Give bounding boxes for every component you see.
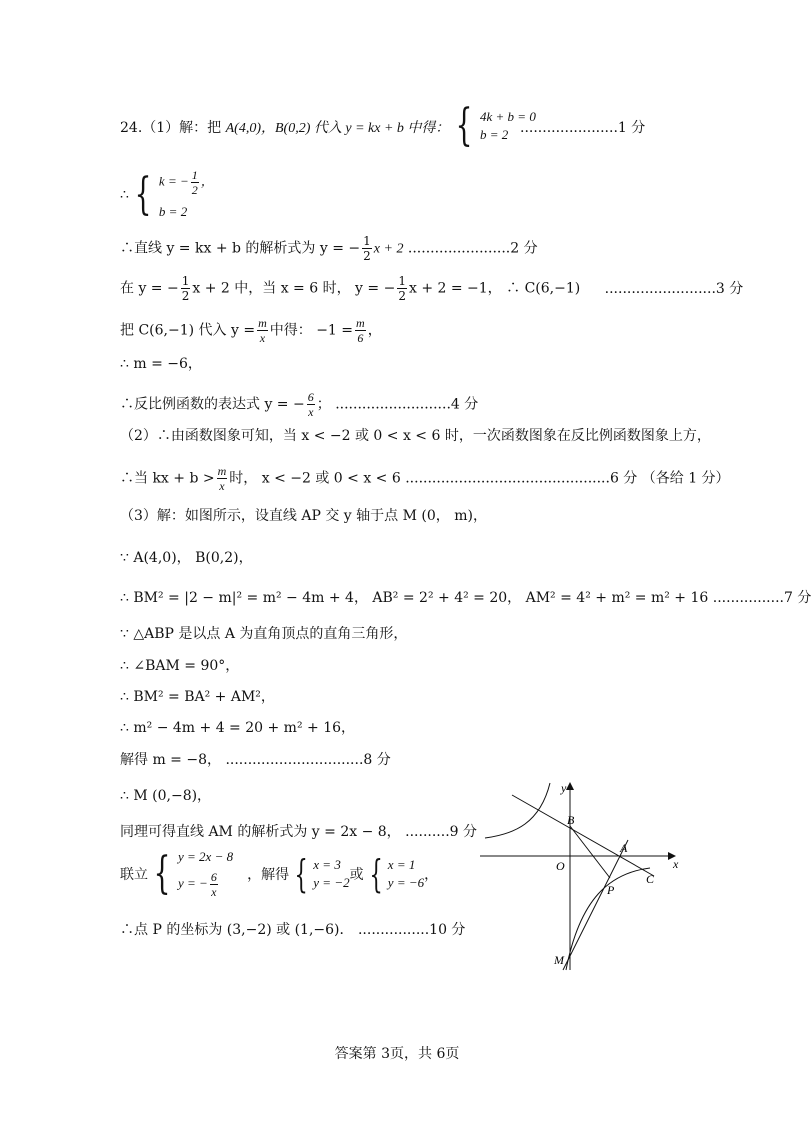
given-points-line: ∵ A(4,0)， B(0,2)， bbox=[120, 550, 253, 566]
distance-line: ∴ BM² = |2 − m|² = m² − 4m + 4， AB² = 2² + 4² = 20， AM² = 4² + m² = m² + 16 ................7 分 bbox=[120, 590, 811, 606]
brace: { bbox=[134, 168, 152, 220]
line-am-line: 同理可得直线 AM 的解析式为 y = 2x − 8， ..........9 分 bbox=[120, 824, 477, 840]
label-p: P bbox=[607, 883, 615, 897]
equation: b = 2 bbox=[480, 127, 509, 142]
label-x: x bbox=[673, 857, 679, 871]
label-y: y bbox=[561, 781, 567, 795]
answer-p-line: ∴点 P 的坐标为 (3,−2) 或 (1,−6)． ................10 分 bbox=[120, 922, 466, 938]
m-value-line: ∴ m = −6， bbox=[120, 356, 202, 372]
inverse-function-line: ∴反比例函数的表达式 y = − $\frac{6}{x}$ ； ..........................4 分 bbox=[120, 390, 479, 419]
solve-m-line: 解得 m = −8， ...............................8 分 bbox=[120, 752, 391, 768]
function-graph bbox=[470, 778, 685, 973]
brace: { bbox=[369, 851, 383, 896]
line-expression: ∴直线 y = kx + b 的解析式为 y = − $\frac{1}{2}$ x + 2 .......................2 分 bbox=[120, 234, 538, 263]
simultaneous-system: 联立 { y = 2x − 8 y = − $\frac{6}{x}$ ，解得 { x = 3 y = −2 或 { x = 1 y = −6 ， bbox=[120, 847, 439, 899]
right-angle-line: ∵ △ABP 是以点 A 为直角顶点的直角三角形， bbox=[120, 626, 408, 642]
question-number: 24.（1）解：把 bbox=[120, 120, 222, 136]
part-2-line: （2）∴由函数图象可知，当 x < −2 或 0 < x < 6 时，一次函数图象在反比例函数图象上方， bbox=[120, 428, 711, 444]
equation-system-2: ∴ { k = − $\frac{1}{2}$ ， b = 2 bbox=[120, 168, 214, 220]
step-1-line bbox=[120, 118, 449, 139]
equation-line: ∴ m² − 4m + 4 = 20 + m² + 16， bbox=[120, 720, 356, 736]
segment-bp bbox=[570, 826, 610, 878]
line-bc bbox=[512, 795, 654, 876]
equation: 4k + b = 0 bbox=[480, 109, 536, 124]
angle-line: ∴ ∠BAM = 90°， bbox=[120, 658, 240, 674]
substitution-text: A(4,0)，B(0,2) 代入 y = kx + b 中得： bbox=[225, 121, 450, 136]
inequality-line: ∴当 kx + b > $\frac{m}{x}$ 时， x < −2 或 0 < x < 6 ..............................................6 分 （各给 1 分） bbox=[120, 464, 730, 493]
score-1: ......................1 分 bbox=[520, 120, 646, 136]
point-c-line: 在 y = − $\frac{1}{2}$ x + 2 中，当 x = 6 时， y = − $\frac{1}{2}$ x + 2 = −1， ∴ C(6,−1) .........................3 分 bbox=[120, 274, 744, 303]
hyperbola-upper-left bbox=[485, 783, 550, 838]
label-b: B bbox=[567, 813, 575, 827]
brace: { bbox=[294, 851, 308, 896]
point-m-line: ∴ M (0,−8)， bbox=[120, 788, 212, 804]
brace: { bbox=[455, 100, 473, 151]
substitute-c-line: 把 C(6,−1) 代入 y = $\frac{m}{x}$ 中得： −1 = $\frac{m}{6}$ ， bbox=[120, 316, 382, 345]
page-footer: 答案第 3页，共 6页 bbox=[334, 1046, 460, 1062]
brace: { bbox=[153, 847, 171, 899]
part-3-line: （3）解：如图所示，设直线 AP 交 y 轴于点 M (0， m)， bbox=[120, 508, 487, 524]
label-m: M bbox=[554, 953, 564, 967]
label-a: A bbox=[620, 841, 628, 855]
label-o: O bbox=[556, 859, 565, 873]
pythagoras-line: ∴ BM² = BA² + AM²， bbox=[120, 689, 275, 705]
label-c: C bbox=[646, 872, 655, 886]
